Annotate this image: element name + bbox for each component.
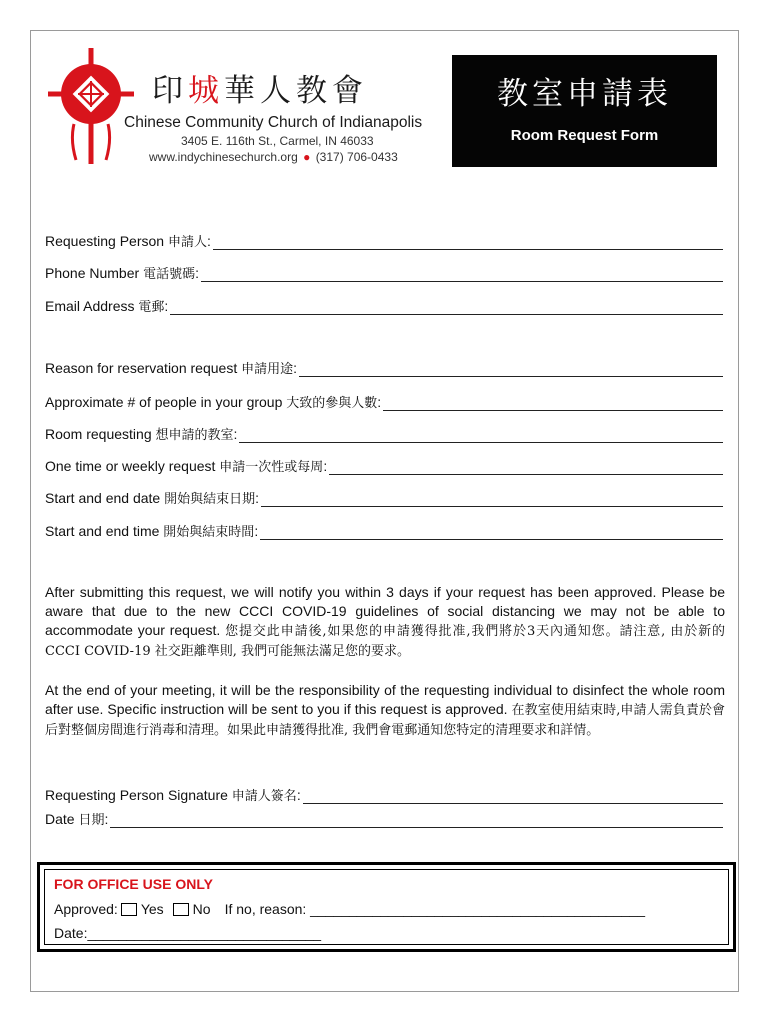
no-label: No — [192, 901, 211, 917]
date-label: Date 日期: — [45, 811, 109, 828]
people-line[interactable] — [383, 410, 723, 411]
phone-field[interactable] — [45, 264, 723, 284]
church-phone: (317) 706-0433 — [315, 150, 398, 164]
signature-line[interactable] — [303, 803, 723, 804]
church-name-english: Chinese Community Church of Indianapolis — [124, 114, 423, 131]
times-line[interactable] — [260, 539, 723, 540]
dates-label: Start and end date 開始與結束日期: — [45, 490, 259, 507]
form-title-chinese: 教室申請表 — [497, 76, 672, 112]
frequency-field[interactable] — [45, 457, 723, 477]
office-use-box — [37, 862, 736, 952]
church-website: www.indychinesechurch.org — [149, 150, 298, 164]
phone-label: Phone Number 電話號碼: — [45, 265, 199, 282]
reason-label: Reason for reservation request 申請用途: — [45, 360, 298, 377]
form-page — [30, 30, 739, 992]
office-use-inner-border — [44, 869, 729, 945]
form-title-english: Room Request Form — [510, 127, 659, 144]
reason-line[interactable] — [299, 376, 723, 377]
church-name-chinese: 印城華人教會 — [152, 73, 368, 109]
frequency-line[interactable] — [329, 474, 723, 475]
yes-label: Yes — [140, 901, 164, 917]
signature-field[interactable] — [45, 786, 723, 806]
reason-if-no-label[interactable]: If no, reason: ___________________________________________ — [224, 901, 645, 917]
church-name-accent-char: 城 — [188, 73, 224, 109]
people-field[interactable] — [45, 393, 723, 413]
church-contact — [149, 150, 398, 164]
no-checkbox[interactable] — [173, 903, 189, 916]
times-label: Start and end time 開始與結束時間: — [45, 523, 259, 540]
phone-line[interactable] — [201, 281, 723, 282]
signature-label: Requesting Person Signature 申請人簽名: — [45, 787, 301, 804]
requesting-person-label: Requesting Person 申請人: — [45, 233, 211, 250]
office-date-label[interactable]: Date:______________________________ — [54, 925, 322, 941]
dates-line[interactable] — [261, 506, 723, 507]
form-title-box — [452, 55, 717, 167]
approved-label: Approved: — [54, 901, 118, 917]
notice-paragraph-cleaning: At the end of your meeting, it will be the responsibility of the requesting individual to disinfect the whole room after use. Specific instruction will be sent to you if this request is approved. 在教室使用結束時,申請人需負責於會后對整個房間進行消毒和清理。如果此申請獲得批准, 我們會電郵通知您特定的清理要求和詳情。 — [45, 682, 726, 738]
people-label: Approximate # of people in your group 大致的參與人數: — [45, 394, 382, 411]
email-label: Email Address 電郵: — [45, 298, 169, 315]
frequency-label: One time or weekly request 申請一次性或每周: — [45, 458, 328, 475]
date-field[interactable] — [45, 810, 723, 830]
room-line[interactable] — [239, 442, 723, 443]
times-field[interactable] — [45, 522, 723, 542]
yes-checkbox[interactable] — [121, 903, 137, 916]
requesting-person-field[interactable] — [45, 232, 723, 252]
room-field[interactable] — [45, 425, 723, 445]
church-address: 3405 E. 116th St., Carmel, IN 46033 — [181, 134, 374, 148]
office-approval-row — [54, 901, 645, 917]
separator-dot-icon: ● — [303, 150, 311, 164]
church-logo — [48, 48, 134, 164]
office-use-title: FOR OFFICE USE ONLY — [54, 876, 213, 892]
email-field[interactable] — [45, 297, 723, 317]
notice-paragraph-approval: After submitting this request, we will notify you within 3 days if your request has been approved. Please be aware that due to the new CCCI COVID-19 guidelines of social distancing we may not be able to accommodate your request. 您提交此申請後,如果您的申請獲得批准,我們將於3天內通知您。請注意, 由於新的 CCCI COVID-19 社交距離準則, 我們可能無法滿足您的要求。 — [45, 584, 725, 659]
requesting-person-line[interactable] — [213, 249, 723, 250]
room-label: Room requesting 想申請的教室: — [45, 426, 238, 443]
reason-field[interactable] — [45, 359, 723, 379]
email-line[interactable] — [170, 314, 723, 315]
date-line[interactable] — [110, 827, 723, 828]
dates-field[interactable] — [45, 489, 723, 509]
